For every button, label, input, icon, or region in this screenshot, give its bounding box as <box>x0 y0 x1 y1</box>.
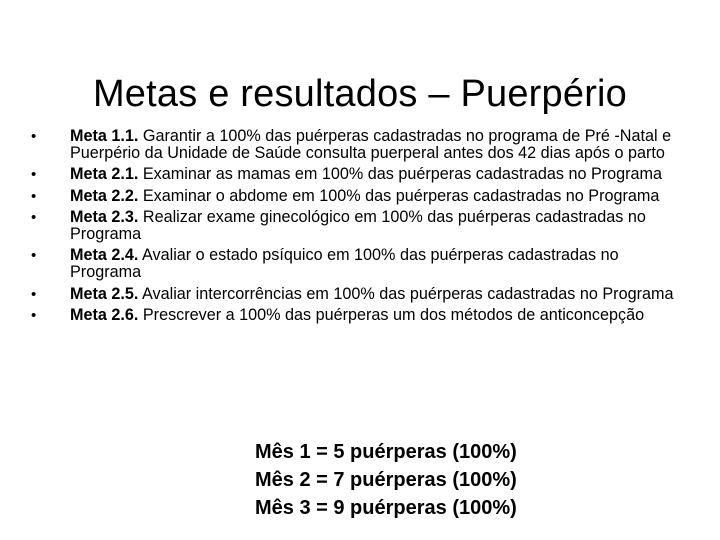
result-line: Mês 2 = 7 puérperas (100%) <box>255 469 517 491</box>
goal-item <box>24 128 688 162</box>
goal-item <box>24 307 688 324</box>
result-line: Mês 3 = 9 puérperas (100%) <box>255 497 517 519</box>
goal-label: Meta 2.3. <box>70 207 139 226</box>
bullet-icon: • <box>31 208 37 226</box>
goal-text: Prescrever a 100% das puérperas um dos métodos de anticoncepção <box>138 305 645 324</box>
goal-label: Meta 2.1. <box>70 165 139 184</box>
slide-title: Metas e resultados – Puerpério <box>92 73 628 116</box>
goal-text: Realizar exame ginecológico em 100% das puérperas cadastradas no Programa <box>70 207 646 244</box>
goal-text: Avaliar intercorrências em 100% das puérperas cadastradas no Programa <box>138 284 674 303</box>
bullet-icon: • <box>31 128 37 145</box>
goal-text: Garantir a 100% das puérperas cadastradas no programa de Pré -Natal e Puerpério da Unidade de Saúde consulta puerperal antes dos 42 dias após o parto <box>70 127 672 163</box>
bullet-icon: • <box>31 247 37 265</box>
goals-list <box>24 128 688 328</box>
goal-label: Meta 2.5. <box>70 284 139 303</box>
goal-label: Meta 2.6. <box>70 305 139 324</box>
goal-label: Meta 2.2. <box>70 186 139 205</box>
bullet-icon: • <box>31 166 37 184</box>
goal-item <box>24 188 688 205</box>
goal-item <box>24 166 688 183</box>
goal-text: Examinar o abdome em 100% das puérperas cadastradas no Programa <box>138 186 660 205</box>
goal-item <box>24 209 688 243</box>
goal-label: Meta 2.4. <box>70 246 139 265</box>
goal-item <box>24 247 688 281</box>
bullet-icon: • <box>31 306 37 324</box>
goal-text: Examinar as mamas em 100% das puérperas cadastradas no Programa <box>138 165 663 184</box>
goal-item <box>24 286 688 303</box>
bullet-icon: • <box>31 285 37 303</box>
result-line: Mês 1 = 5 puérperas (100%) <box>255 441 517 463</box>
bullet-icon: • <box>31 187 37 205</box>
goal-text: Avaliar o estado psíquico em 100% das puérperas cadastradas no Programa <box>70 246 619 282</box>
goal-label: Meta 1.1. <box>70 127 139 145</box>
results-block <box>255 438 555 522</box>
